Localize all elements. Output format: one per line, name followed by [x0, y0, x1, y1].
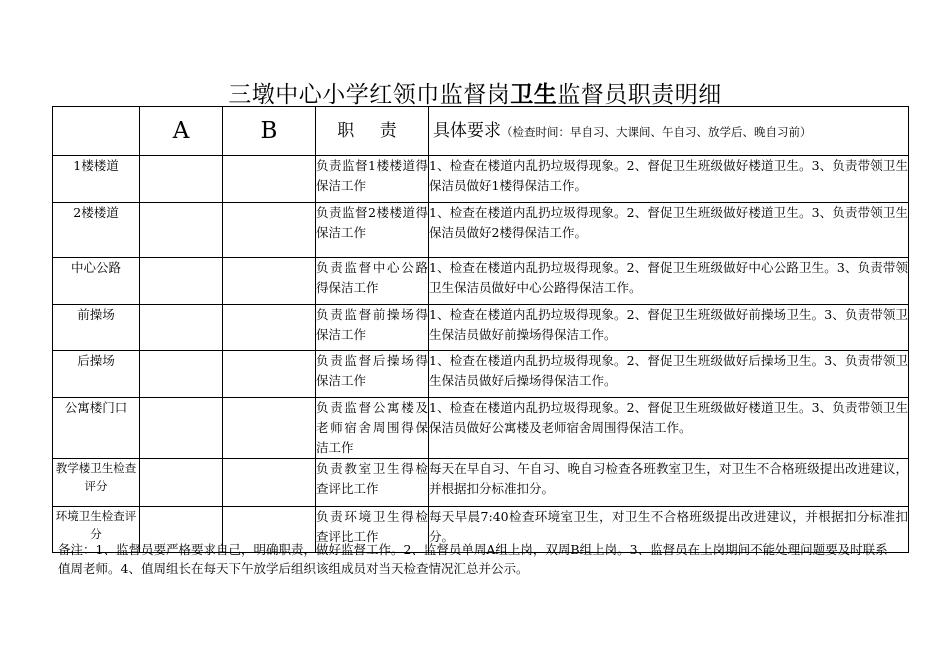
row-group-b-cell: [223, 258, 316, 305]
row-location: 2楼楼道: [53, 203, 140, 258]
header-group-b: B: [223, 107, 316, 156]
row-group-a-cell: [140, 398, 223, 459]
row-location: 后操场: [53, 351, 140, 398]
row-location: 教学楼卫生检查评分: [53, 459, 140, 507]
row-group-a-cell: [140, 203, 223, 258]
row-group-a-cell: [140, 156, 223, 203]
row-duty: 负责监督公寓楼及老师宿舍周围得保洁工作: [316, 398, 429, 459]
row-duty: 负责监督中心公路得保洁工作: [316, 258, 429, 305]
row-location: 中心公路: [53, 258, 140, 305]
header-requirements-main: 具体要求: [433, 120, 501, 141]
row-group-b-cell: [223, 351, 316, 398]
row-group-b-cell: [223, 305, 316, 351]
row-group-b-cell: [223, 203, 316, 258]
row-group-a-cell: [140, 459, 223, 507]
table-row: [53, 459, 909, 507]
row-group-a-cell: [140, 351, 223, 398]
table-header-row: [53, 107, 909, 156]
duty-table: [52, 106, 909, 553]
row-detail: 1、检查在楼道内乱扔垃圾得现象。2、督促卫生班级做好前操场卫生。3、负责带领卫生保洁员做好前操场得保洁工作。: [429, 305, 909, 351]
table-row: [53, 398, 909, 459]
header-requirements: [429, 107, 909, 156]
row-duty: 负责监督后操场得保洁工作: [316, 351, 429, 398]
row-detail: 1、检查在楼道内乱扔垃圾得现象。2、督促卫生班级做好中心公路卫生。3、负责带领卫生保洁员做好中心公路得保洁工作。: [429, 258, 909, 305]
row-detail: 1、检查在楼道内乱扔垃圾得现象。2、督促卫生班级做好楼道卫生。3、负责带领卫生保洁员做好1楼得保洁工作。: [429, 156, 909, 203]
row-group-b-cell: [223, 459, 316, 507]
row-group-a-cell: [140, 305, 223, 351]
row-duty: 负责环境卫生得检查评比工作: [316, 507, 429, 553]
row-duty: 负责教室卫生得检查评比工作: [316, 459, 429, 507]
header-check-times: （检查时间：早自习、大课间、午自习、放学后、晚自习前）: [501, 124, 812, 139]
row-detail: 1、检查在楼道内乱扔垃圾得现象。2、督促卫生班级做好楼道卫生。3、负责带领卫生保洁员做好公寓楼及老师宿舍周围得保洁工作。: [429, 398, 909, 459]
table-row: [53, 156, 909, 203]
table-row: [53, 351, 909, 398]
row-group-b-cell: [223, 398, 316, 459]
table-row: [53, 305, 909, 351]
row-location: 1楼楼道: [53, 156, 140, 203]
table-row: [53, 203, 909, 258]
row-detail: 每天早晨7:40检查环境室卫生，对卫生不合格班级提出改进建议，并根据扣分标准扣分。: [429, 507, 909, 553]
row-group-a-cell: [140, 258, 223, 305]
remarks-note: 备注：1、监督员要严格要求自己，明确职责，做好监督工作。2、监督员单周A组上岗，双周B组上岗。3、监督员在上岗期间不能处理问题要及时联系值周老师。4、值周组长在每天下午放学后组织该组成员对当天检查情况汇总并公示。: [58, 542, 888, 576]
row-duty: 负责监督2楼楼道得保洁工作: [316, 203, 429, 258]
header-group-a: A: [140, 107, 223, 156]
title-bold-part: 卫生: [510, 81, 558, 108]
page-title: [0, 76, 950, 109]
title-part-2: 监督员职责明细: [557, 82, 722, 108]
header-duty: 职 责: [316, 107, 429, 156]
title-part-1: 三墩中心小学红领巾监督岗: [228, 82, 511, 108]
row-location: 环境卫生检查评分: [53, 507, 140, 553]
row-duty: 负责监督1楼楼道得保洁工作: [316, 156, 429, 203]
row-location: 公寓楼门口: [53, 398, 140, 459]
row-duty: 负责监督前操场得保洁工作: [316, 305, 429, 351]
row-detail: 1、检查在楼道内乱扔垃圾得现象。2、督促卫生班级做好楼道卫生。3、负责带领卫生保洁员做好2楼得保洁工作。: [429, 203, 909, 258]
header-location-cell: [53, 107, 140, 156]
row-detail: 每天在早自习、午自习、晚自习检查各班教室卫生，对卫生不合格班级提出改进建议，并根据扣分标准扣分。: [429, 459, 909, 507]
row-location: 前操场: [53, 305, 140, 351]
row-detail: 1、检查在楼道内乱扔垃圾得现象。2、督促卫生班级做好后操场卫生。3、负责带领卫生保洁员做好后操场得保洁工作。: [429, 351, 909, 398]
row-group-b-cell: [223, 156, 316, 203]
table-row: [53, 258, 909, 305]
